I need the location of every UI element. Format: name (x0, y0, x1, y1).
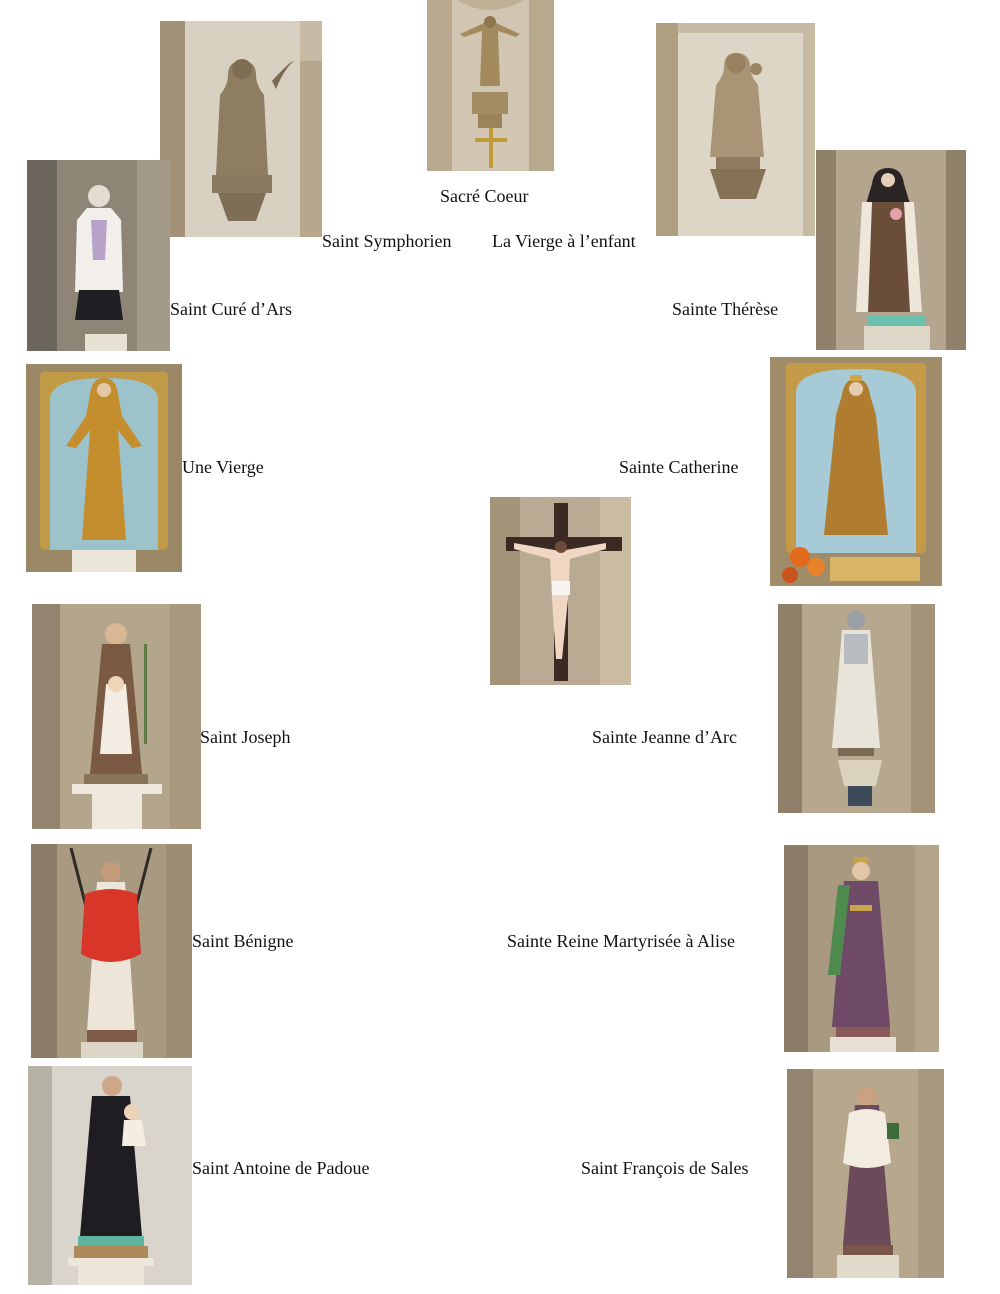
caption-saint-symphorien: Saint Symphorien (322, 231, 452, 251)
caption-sainte-therese: Sainte Thérèse (672, 299, 779, 319)
caption-une-vierge: Une Vierge (182, 457, 264, 477)
photo-crucifix (490, 497, 631, 685)
photo-sacre-coeur (427, 0, 554, 171)
caption-vierge-enfant: La Vierge à l’enfant (492, 231, 636, 251)
photo-une-vierge (26, 364, 182, 572)
caption-saint-antoine: Saint Antoine de Padoue (192, 1158, 370, 1178)
photo-saint-francois (787, 1069, 944, 1278)
photo-vierge-enfant (656, 23, 815, 236)
caption-cure-ars: Saint Curé d’Ars (170, 299, 292, 319)
caption-saint-benigne: Saint Bénigne (192, 931, 294, 951)
caption-saint-joseph: Saint Joseph (200, 727, 291, 747)
caption-jeanne-arc: Sainte Jeanne d’Arc (592, 727, 737, 747)
photo-jeanne-arc (778, 604, 935, 813)
photo-saint-benigne (31, 844, 192, 1058)
photo-saint-joseph (32, 604, 201, 829)
photo-sainte-reine (784, 845, 939, 1052)
photo-saint-symphorien (160, 21, 322, 237)
photo-sainte-therese (816, 150, 966, 350)
photo-cure-ars (27, 160, 170, 351)
caption-sainte-reine: Sainte Reine Martyrisée à Alise (507, 931, 735, 951)
photo-sainte-catherine (770, 357, 942, 586)
caption-saint-francois: Saint François de Sales (581, 1158, 749, 1178)
caption-sainte-catherine: Sainte Catherine (619, 457, 739, 477)
caption-sacre-coeur: Sacré Coeur (440, 186, 529, 206)
photo-saint-antoine (28, 1066, 192, 1285)
